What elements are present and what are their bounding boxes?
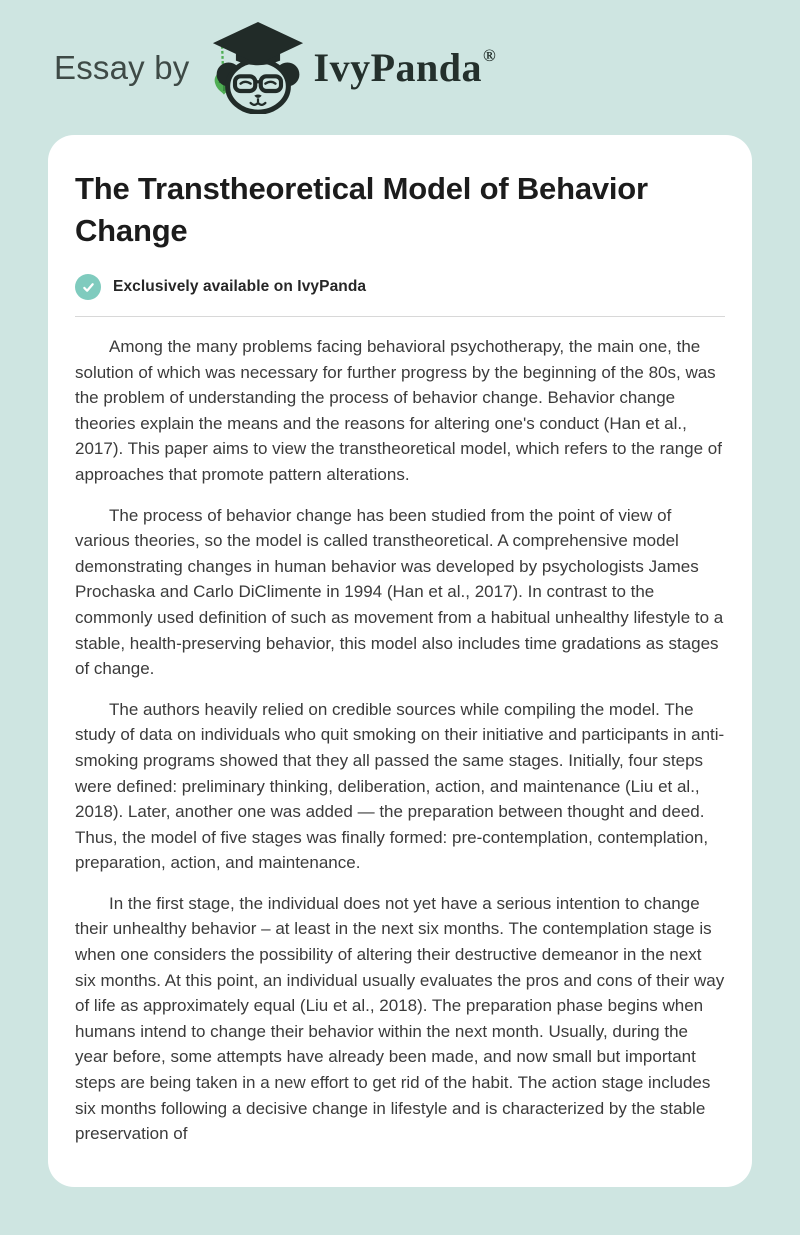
essay-body [75, 334, 725, 1147]
essay-title: The Transtheoretical Model of Behavior Change [75, 171, 648, 248]
essay-paragraph: Among the many problems facing behavioral psychotherapy, the main one, the solution of which was necessary for further progress by the beginning of the 80s, was the problem of understanding the process of behavior change. Behavior change theories explain the means and the reasons for altering one's conduct (Han et al., 2017). This paper aims to view the transtheoretical model, which refers to the range of approaches that promote pattern alterations. [75, 337, 722, 484]
site-header [0, 0, 800, 135]
essay-card [48, 135, 752, 1187]
availability-text: Exclusively available on IvyPanda [113, 278, 367, 295]
registered-trademark-symbol: ® [483, 45, 496, 65]
essay-by-label: Essay by [54, 48, 190, 86]
check-icon [75, 274, 101, 300]
availability-badge-row [75, 274, 725, 300]
essay-paragraph: The process of behavior change has been studied from the point of view of various theories, so the model is called transtheoretical. A comprehensive model demonstrating changes in human behavior was developed by psychologists James Prochaska and Carlo DiClimente in 1994 (Han et al., 2017). In contrast to the commonly used definition of such as movement from a habitual unhealthy lifestyle to a stable, health-preserving behavior, this model also includes time gradations as stages of change. [75, 505, 724, 679]
essay-paragraph: The authors heavily relied on credible sources while compiling the model. The study of data on individuals who quit smoking on their initiative and participants in anti-smoking programs showed that they all passed the same stages. Initially, four steps were defined: preliminary thinking, deliberation, action, and maintenance (Liu et al., 2018). Later, another one was added — the preparation between thought and deed. Thus, the model of five stages was finally formed: pre-contemplation, contemplation, preparation, action, and maintenance. [75, 699, 725, 873]
brand-logo-link[interactable] [206, 22, 496, 114]
essay-paragraph: In the first stage, the individual does not yet have a serious intention to change their unhealthy behavior – at least in the next six months. The contemplation stage is when one considers the possibility of altering their destructive demeanor in the next six months. At this point, an individual usually evaluates the pros and cons of their way of life as approximately equal (Liu et al., 2018). The preparation phase begins when humans intend to change their behavior within the next month. Usually, during the year before, some attempts have already been made, and now small but important steps are being taken in a new effort to get rid of the habit. The action stage includes six months following a decisive change in lifestyle and is characterized by the stable preservation of [75, 893, 725, 1144]
divider [75, 316, 725, 317]
panda-graduate-logo-icon [206, 22, 310, 114]
brand-name: IvyPanda [313, 44, 482, 90]
